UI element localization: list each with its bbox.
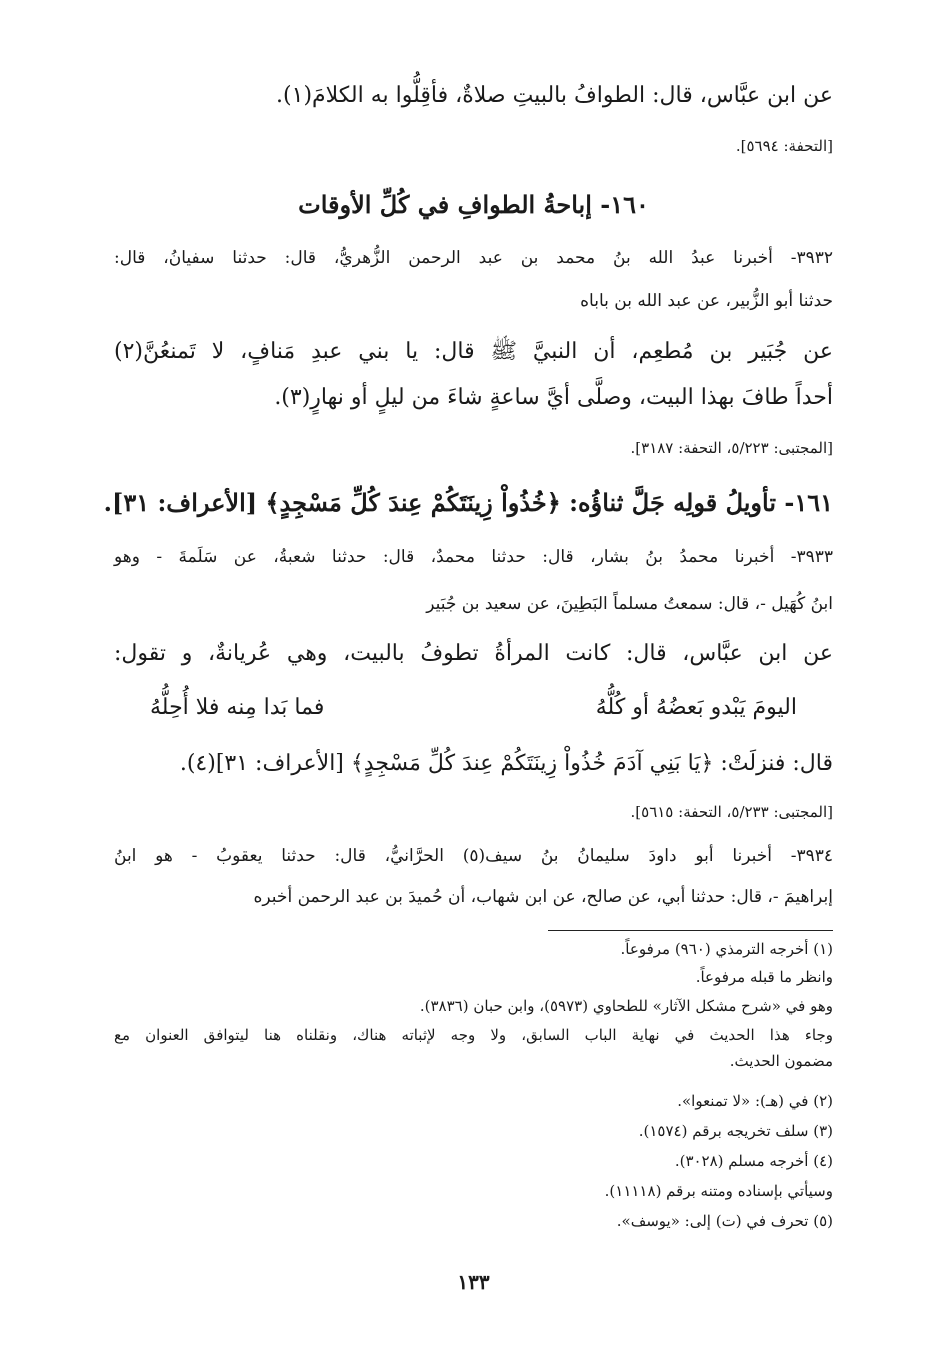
hadith-3933-matn-2: قال: فنزلَتْ: ﴿يَا بَنِي آدَمَ خُذُواْ زِينَتَكُمْ عِندَ كُلِّ مَسْجِدٍ﴾ [الأعراف: ٣١](٤). xyxy=(179,751,833,776)
hadith-3932-isnad-1: ٣٩٣٢- أخبرنا عبدُ الله بنُ محمد بن عبد الرحمن الزُّهريُّ، قال: حدثنا سفيانُ، قال: xyxy=(114,248,833,268)
text-line-1: عن ابن عبَّاس، قال: الطوافُ بالبيتِ صلاةٌ، فأقِلُّوا به الكلامَ(١). xyxy=(276,83,833,108)
footnote-4: (٤) أخرجه مسلم (٣٠٢٨). xyxy=(674,1152,833,1170)
reference-line-2: [المجتبى: ٥/٢٢٣، التحفة: ٣١٨٧]. xyxy=(630,439,833,457)
hadith-3932-isnad-2: حدثنا أبو الزُّبير، عن عبد الله بن باباه xyxy=(580,291,833,311)
footnote-separator xyxy=(548,930,833,931)
hadith-3934-isnad-1: ٣٩٣٤- أخبرنا أبو داودَ سليمانُ بنُ سيف(٥) الحرَّانيُّ، قال: حدثنا يعقوبُ - هو ابنُ xyxy=(114,846,834,866)
chapter-heading-160: ١٦٠- إباحةُ الطوافِ في كُلِّ الأوقات xyxy=(298,190,649,219)
verse-second-hemistich: فما بَدا مِنه فلا أُحِلُّهُ xyxy=(150,695,325,720)
footnote-1-cont-4: مضمون الحديث. xyxy=(729,1052,833,1070)
chapter-heading-161: ١٦١- تأويلُ قولِه جَلَّ ثناؤُه: ﴿خُذُواْ زِينَتَكُمْ عِندَ كُلِّ مَسْجِدٍ﴾ [الأعراف: ٣١]. xyxy=(103,488,833,517)
hadith-3933-matn-1: عن ابن عبَّاس، قال: كانت المرأةُ تطوفُ بالبيت، وهي عُريانةٌ، و تقول: xyxy=(114,641,833,666)
footnote-1-cont-3: وجاء هذا الحديث في نهاية الباب السابق، ولا وجه لإثباته هناك، ونقلناه هنا ليتوافق العنوان مع xyxy=(114,1026,833,1044)
footnote-1: (١) أخرجه الترمذي (٩٦٠) مرفوعاً. xyxy=(620,940,833,958)
footnote-1-cont-1: وانظر ما قبله مرفوعاً. xyxy=(695,968,833,986)
hadith-3934-isnad-2: إبراهيمَ -، قال: حدثنا أبي، عن صالح، عن ابن شهاب، أن حُميدَ بن عبد الرحمن أخبره xyxy=(253,887,833,907)
reference-line-3: [المجتبى: ٥/٢٣٣، التحفة: ٥٦١٥]. xyxy=(630,803,833,821)
hadith-3932-matn-1: عن جُبَير بن مُطعِم، أن النبيَّ ﷺ قال: يا بني عبدِ مَنافٍ، لا تَمنعُنَّ(٢) xyxy=(114,339,833,364)
page-number: ١٣٣ xyxy=(457,1270,490,1294)
footnote-5: (٥) تحرف في (ت) إلى: «يوسف». xyxy=(616,1212,833,1230)
footnote-2: (٢) في (هـ): «لا تمنعوا». xyxy=(677,1092,833,1110)
footnote-1-cont-2: وهو في «شرح مشكل الآثار» للطحاوي (٥٩٧٣)، وابن حبان (٣٨٣٦). xyxy=(419,997,833,1015)
hadith-3932-matn-2: أحداً طافَ بهذا البيت، وصلَّى أيَّ ساعةٍ شاءَ من ليلٍ أو نهارٍ(٣). xyxy=(274,385,833,410)
footnote-3: (٣) سلف تخريجه برقم (١٥٧٤). xyxy=(638,1122,833,1140)
hadith-3933-isnad-2: ابنُ كُهَيل -، قال: سمعتُ مسلماً البَطِينَ، عن سعيد بن جُبَير xyxy=(426,594,833,614)
verse-first-hemistich: اليومَ يَبْدو بَعضُهُ أو كُلُّهُ xyxy=(595,695,797,720)
hadith-3933-isnad-1: ٣٩٣٣- أخبرنا محمدُ بنُ بشار، قال: حدثنا محمدٌ، قال: حدثنا شعبةُ، عن سَلَمةَ - وهو xyxy=(114,547,833,567)
poetry-verse xyxy=(150,690,797,726)
footnote-4-cont: وسيأتي بإسناده ومتنه برقم (١١١١٨). xyxy=(604,1182,833,1200)
reference-line-1: [التحفة: ٥٦٩٤]. xyxy=(735,137,833,155)
